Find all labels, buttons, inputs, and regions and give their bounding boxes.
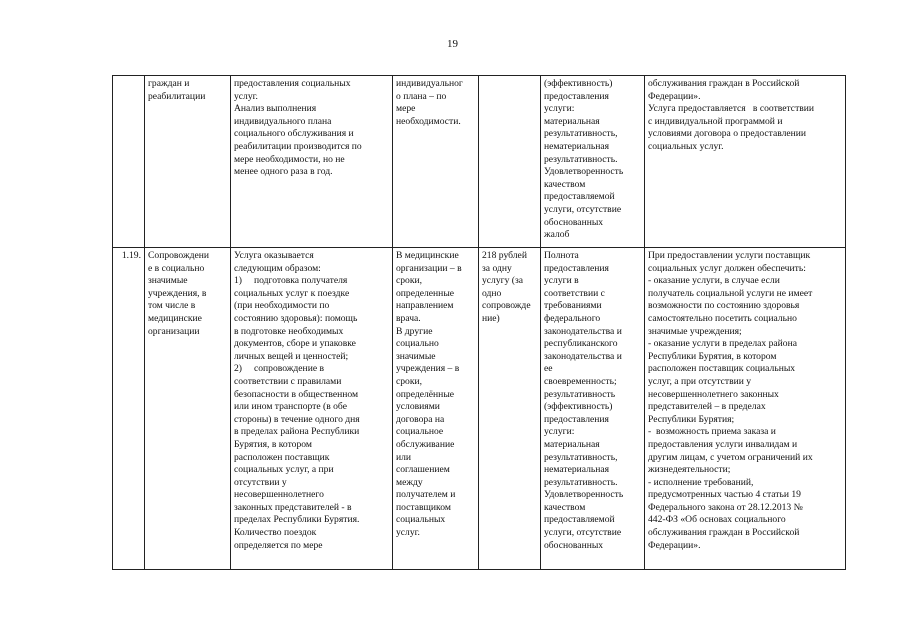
cell-line: стороны) в течение одного дня bbox=[234, 413, 360, 425]
cell-line: другим лицам, с учетом ограничений их bbox=[648, 451, 813, 463]
cell-line: Федерации». bbox=[648, 539, 701, 551]
cell-service-price bbox=[479, 76, 541, 248]
cell-line: определяется по мере bbox=[234, 539, 323, 551]
cell-line: Федерального закона от 28.12.2013 № bbox=[648, 501, 803, 513]
cell-line: определенные bbox=[396, 287, 455, 299]
cell-line: результативность, bbox=[544, 128, 618, 140]
cell-line: 442-ФЗ «Об основах социального bbox=[648, 514, 786, 526]
cell-service-name bbox=[145, 76, 231, 248]
cell-line: законодательства и bbox=[544, 325, 622, 337]
cell-line: Услуга предоставляется в соответствии bbox=[648, 103, 815, 115]
cell-line: услуги: bbox=[544, 426, 575, 438]
cell-line: личных вещей и ценностей; bbox=[234, 350, 349, 362]
cell-line: ее bbox=[544, 363, 553, 375]
cell-line: сопровожде bbox=[482, 300, 531, 312]
cell-line: результативность. bbox=[544, 153, 618, 165]
table-row bbox=[113, 76, 846, 248]
cell-line: мере bbox=[396, 103, 416, 115]
cell-line: Удовлетворенность bbox=[544, 489, 624, 501]
cell-line: федерального bbox=[544, 312, 601, 324]
cell-line: предоставления социальных bbox=[234, 78, 351, 89]
cell-line: качеством bbox=[544, 501, 586, 513]
cell-line: социально bbox=[396, 338, 439, 350]
cell-service-conditions bbox=[645, 248, 846, 570]
cell-line: материальная bbox=[544, 115, 600, 127]
cell-number: 1.19. bbox=[113, 248, 145, 570]
cell-line: самостоятельно посетить социально bbox=[648, 312, 797, 324]
cell-line: расположен поставщик социальных bbox=[648, 363, 796, 375]
cell-line: предусмотренных частью 4 статьи 19 bbox=[648, 489, 801, 501]
cell-line: жизнедеятельности; bbox=[648, 464, 731, 476]
cell-line: направлением bbox=[396, 300, 454, 312]
cell-line: обслуживание bbox=[396, 438, 455, 450]
cell-line: ние) bbox=[482, 312, 500, 324]
cell-line: услуги: bbox=[544, 103, 575, 115]
cell-line: поставщиком bbox=[396, 501, 451, 513]
cell-line: Услуга оказывается bbox=[234, 250, 314, 261]
cell-line: договора на bbox=[396, 413, 445, 425]
cell-line: следующим образом: bbox=[234, 262, 321, 274]
cell-line: соответствии с правилами bbox=[234, 375, 342, 387]
cell-line: 218 рублей bbox=[482, 250, 527, 261]
cell-line: в пределах района Республики bbox=[234, 426, 360, 438]
cell-line: услуги, отсутствие bbox=[544, 203, 622, 215]
cell-line: между bbox=[396, 476, 423, 488]
cell-line: получатель социальной услуги не имеет bbox=[648, 287, 813, 299]
cell-service-price bbox=[479, 248, 541, 570]
cell-line: организации – в bbox=[396, 262, 462, 274]
cell-service-conditions bbox=[645, 76, 846, 248]
cell-line: одно bbox=[482, 287, 502, 299]
cell-line: - оказание услуги, в случае если bbox=[648, 275, 780, 287]
cell-line: обслуживания граждан в Российской bbox=[648, 78, 800, 89]
cell-line: о плана – по bbox=[396, 90, 447, 102]
cell-line: врача. bbox=[396, 312, 421, 324]
cell-line: реабилитации bbox=[148, 90, 206, 102]
cell-line: 1) подготовка получателя bbox=[234, 275, 348, 287]
cell-line: требованиями bbox=[544, 300, 602, 312]
cell-line: обоснованных bbox=[544, 216, 604, 228]
cell-line: Удовлетворенность bbox=[544, 166, 624, 178]
cell-line: социальное bbox=[396, 426, 444, 438]
cell-line: сроки, bbox=[396, 275, 423, 287]
cell-line: услуги в bbox=[544, 275, 579, 287]
cell-line: отсутствии у bbox=[234, 476, 287, 488]
cell-line: своевременность; bbox=[544, 375, 617, 387]
cell-line: (эффективность) bbox=[544, 401, 613, 413]
cell-line: возможности по состоянию здоровья bbox=[648, 300, 800, 312]
cell-line: - оказание услуги в пределах района bbox=[648, 338, 797, 350]
cell-line: предоставляемой bbox=[544, 191, 615, 203]
cell-line: сроки, bbox=[396, 375, 423, 387]
cell-line: безопасности в общественном bbox=[234, 388, 359, 400]
cell-line: Бурятия, в котором bbox=[234, 438, 312, 450]
cell-line: значимые bbox=[148, 275, 188, 287]
cell-quality-indicators bbox=[541, 76, 645, 248]
cell-line: социальных услуг. bbox=[648, 140, 724, 152]
cell-line: материальная bbox=[544, 438, 600, 450]
cell-line: индивидуального плана bbox=[234, 115, 332, 127]
cell-line: значимые учреждения; bbox=[648, 325, 742, 337]
cell-line: несовершеннолетнего законных bbox=[648, 388, 779, 400]
cell-line: социальных услуг, а при bbox=[234, 464, 334, 476]
cell-line: услуг. bbox=[396, 527, 420, 539]
cell-line: индивидуальног bbox=[396, 78, 463, 89]
cell-line: - возможность приема заказа и bbox=[648, 426, 776, 438]
cell-line: значимые bbox=[396, 350, 436, 362]
cell-service-content bbox=[231, 248, 393, 570]
cell-line: нематериальная bbox=[544, 140, 610, 152]
cell-line: - исполнение требований, bbox=[648, 476, 754, 488]
cell-line: в подготовке необходимых bbox=[234, 325, 344, 337]
page-number: 19 bbox=[447, 38, 458, 50]
cell-line: Количество поездок bbox=[234, 527, 317, 539]
cell-line: результативность. bbox=[544, 476, 618, 488]
cell-line: законодательства и bbox=[544, 350, 622, 362]
cell-line: документов, сборе и упаковке bbox=[234, 338, 356, 350]
cell-number bbox=[113, 76, 145, 248]
cell-line: социальных услуг должен обеспечить: bbox=[648, 262, 806, 274]
cell-line: менее одного раза в год. bbox=[234, 166, 333, 178]
cell-line: В другие bbox=[396, 325, 433, 337]
cell-line: Республики Бурятия, в котором bbox=[648, 350, 777, 362]
cell-line: пределах Республики Бурятия. bbox=[234, 514, 360, 526]
cell-line: мере необходимости, но не bbox=[234, 153, 345, 165]
cell-line: законных представителей - в bbox=[234, 501, 352, 513]
cell-line: Республики Бурятия; bbox=[648, 413, 735, 425]
cell-line: учреждения, в bbox=[148, 287, 207, 299]
cell-line: предоставления bbox=[544, 262, 609, 274]
cell-line: республиканского bbox=[544, 338, 618, 350]
cell-line: обоснованных bbox=[544, 539, 604, 551]
cell-line: предоставления услуги инвалидам и bbox=[648, 438, 798, 450]
cell-quality-indicators bbox=[541, 248, 645, 570]
cell-service-name bbox=[145, 248, 231, 570]
services-table bbox=[112, 75, 846, 570]
cell-line: состоянию здоровья): помощь bbox=[234, 312, 358, 324]
cell-line: условиями договора о предоставлении bbox=[648, 128, 807, 140]
cell-line: 2) сопровождение в bbox=[234, 363, 325, 375]
cell-line: определённые bbox=[396, 388, 455, 400]
cell-line: социального обслуживания и bbox=[234, 128, 354, 140]
cell-line: е в социально bbox=[148, 262, 205, 274]
cell-line: получателем и bbox=[396, 489, 456, 501]
cell-line: расположен поставщик bbox=[234, 451, 330, 463]
cell-line: том числе в bbox=[148, 300, 196, 312]
cell-line: (эффективность) bbox=[544, 78, 613, 89]
cell-line: необходимости. bbox=[396, 115, 461, 127]
cell-line: условиями bbox=[396, 401, 440, 413]
cell-line: При предоставлении услуги поставщик bbox=[648, 250, 811, 261]
cell-line: результативность bbox=[544, 388, 616, 400]
cell-line: (при необходимости по bbox=[234, 300, 330, 312]
cell-line: социальных bbox=[396, 514, 446, 526]
cell-service-content bbox=[231, 76, 393, 248]
cell-line: учреждения – в bbox=[396, 363, 460, 375]
cell-line: соглашением bbox=[396, 464, 450, 476]
table-row bbox=[113, 248, 846, 570]
cell-line: жалоб bbox=[544, 229, 570, 241]
cell-line: предоставления bbox=[544, 90, 609, 102]
cell-line: Анализ выполнения bbox=[234, 103, 317, 115]
cell-line: граждан и bbox=[148, 78, 190, 89]
cell-line: В медицинские bbox=[396, 250, 459, 261]
cell-line: предоставляемой bbox=[544, 514, 615, 526]
cell-line: результативность, bbox=[544, 451, 618, 463]
cell-line: Полнота bbox=[544, 250, 579, 261]
cell-line: представителей – в пределах bbox=[648, 401, 766, 413]
cell-line: с индивидуальной программой и bbox=[648, 115, 783, 127]
cell-line: реабилитации производится по bbox=[234, 140, 362, 152]
cell-line: или ином транспорте (в обе bbox=[234, 401, 347, 413]
cell-line: за одну bbox=[482, 262, 512, 274]
cell-line: Сопровождени bbox=[148, 250, 209, 261]
cell-line: медицинские bbox=[148, 312, 202, 324]
cell-line: несовершеннолетнего bbox=[234, 489, 324, 501]
cell-service-terms bbox=[393, 248, 479, 570]
cell-line: услуги, отсутствие bbox=[544, 527, 622, 539]
cell-line: Федерации». bbox=[648, 90, 701, 102]
cell-line: качеством bbox=[544, 178, 586, 190]
cell-line: услуг, а при отсутствии у bbox=[648, 375, 752, 387]
cell-service-terms bbox=[393, 76, 479, 248]
cell-line: услуг. bbox=[234, 90, 258, 102]
cell-line: обслуживания граждан в Российской bbox=[648, 527, 800, 539]
cell-line: или bbox=[396, 451, 412, 463]
cell-line: услугу (за bbox=[482, 275, 524, 287]
cell-line: нематериальная bbox=[544, 464, 610, 476]
cell-line: организации bbox=[148, 325, 200, 337]
cell-line: социальных услуг к поездке bbox=[234, 287, 350, 299]
cell-line: соответствии с bbox=[544, 287, 605, 299]
cell-line: предоставления bbox=[544, 413, 609, 425]
